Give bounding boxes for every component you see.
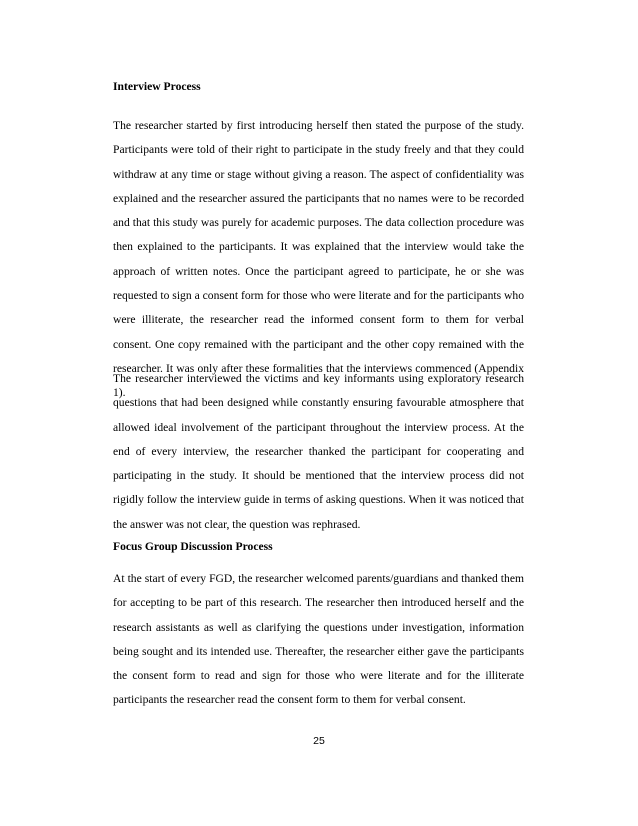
page-number: 25 — [313, 735, 325, 747]
paragraph-interview-conduct: The researcher interviewed the victims and key informants using exploratory research questions that had been designed while constantly ensuring favourable atmosphere that allowed ideal involvement of the participant throughout the interview process. At the end of every interview, the researcher thanked the participant for cooperating and participating in the study. It should be mentioned that the interview process did not rigidly follow the interview guide in terms of asking questions. When it was noticed that the answer was not clear, the question was rephrased. — [113, 372, 524, 531]
section-heading-focus-group: Focus Group Discussion Process — [113, 540, 273, 553]
paragraph-focus-group-process: At the start of every FGD, the researcher welcomed parents/guardians and thanked them for accepting to be part of this research. The researcher then introduced herself and the research assistants as well as clarifying the questions under investigation, information being sought and its intended use. Thereafter, the researcher either gave the participants the consent form to read and sign for those who were literate and for the illiterate participants the researcher read the consent form to them for verbal consent. — [113, 572, 524, 707]
paragraph-interview-intro: The researcher started by first introducing herself then stated the purpose of the study. Participants were told of their right to participate in the study freely and that they could withdraw at any time or stage without giving a reason. The aspect of confidentiality was explained and the researcher assured the participants that no names were to be recorded and that this study was purely for academic purposes. The data collection procedure was then explained to the participants. It was explained that the interview would take the approach of written notes. Once the participant agreed to participate, he or she was requested to sign a consent form for those who were literate and for the participants who were illiterate, the researcher read the informed consent form to them for verbal consent. One copy remained with the participant and the other copy remained with the researcher. It was only after these formalities that the interviews commenced (Appendix 1). — [113, 119, 524, 400]
section-heading-interview-process: Interview Process — [113, 80, 201, 93]
